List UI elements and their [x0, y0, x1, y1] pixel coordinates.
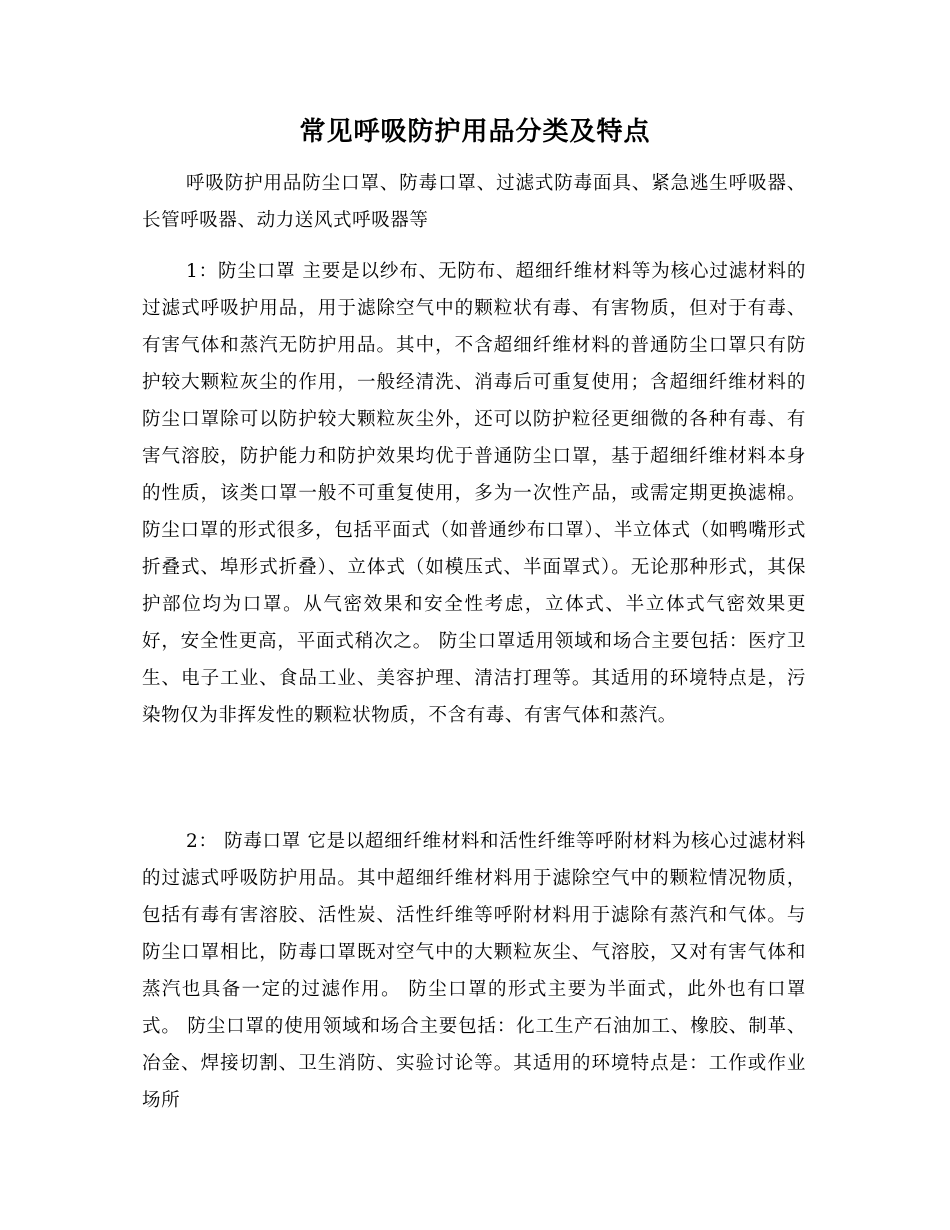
paragraph-dust-mask: 1：防尘口罩 主要是以纱布、无防布、超细纤维材料等为核心过滤材料的过滤式呼吸护用品，用于滤除空气中的颗粒状有毒、有害物质，但对于有毒、有害气体和蒸汽无防护用品。其中，不含超细纤维材料的普通防尘口罩只有防护较大颗粒灰尘的作用，一般经清洗、消毒后可重复使用；含超细纤维材料的防尘口罩除可以防护较大颗粒灰尘外，还可以防护粒径更细微的各种有毒、有害气溶胶，防护能力和防护效果均优于普通防尘口罩，基于超细纤维材料本身的性质，该类口罩一般不可重复使用，多为一次性产品，或需定期更换滤棉。 防尘口罩的形式很多，包括平面式（如普通纱布口罩）、半立体式（如鸭嘴形式折叠式、埠形式折叠）、立体式（如模压式、半面罩式）。无论那种形式，其保护部位均为口罩。从气密效果和安全性考虑，立体式、半立体式气密效果更好，安全性更高，平面式稍次之。 防尘口罩适用领域和场合主要包括：医疗卫生、电子工业、食品工业、美容护理、清洁打理等。其适用的环境特点是，污染物仅为非挥发性的颗粒状物质，不含有毒、有害气体和蒸汽。	[142, 261, 806, 726]
document-title: 常见呼吸防护用品分类及特点	[299, 117, 651, 147]
paragraph-gas-mask: 2： 防毒口罩 它是以超细纤维材料和活性纤维等呼附材料为核心过滤材料的过滤式呼吸防护用品。其中超细纤维材料用于滤除空气中的颗粒情况物质，包括有毒有害溶胶、活性炭、活性纤维等呼附材料用于滤除有蒸汽和气体。与防尘口罩相比，防毒口罩既对空气中的大颗粒灰尘、气溶胶，又对有害气体和蒸汽也具备一定的过滤作用。 防尘口罩的形式主要为半面式，此外也有口罩式。 防尘口罩的使用领域和场合主要包括：化工生产石油加工、橡胶、制革、冶金、焊接切割、卫生消防、实验讨论等。其适用的环境特点是：工作或作业场所	[142, 831, 806, 1111]
paragraph-intro: 呼吸防护用品防尘口罩、防毒口罩、过滤式防毒面具、紧急逃生呼吸器、长管呼吸器、动力送风式呼吸器等	[142, 173, 806, 231]
